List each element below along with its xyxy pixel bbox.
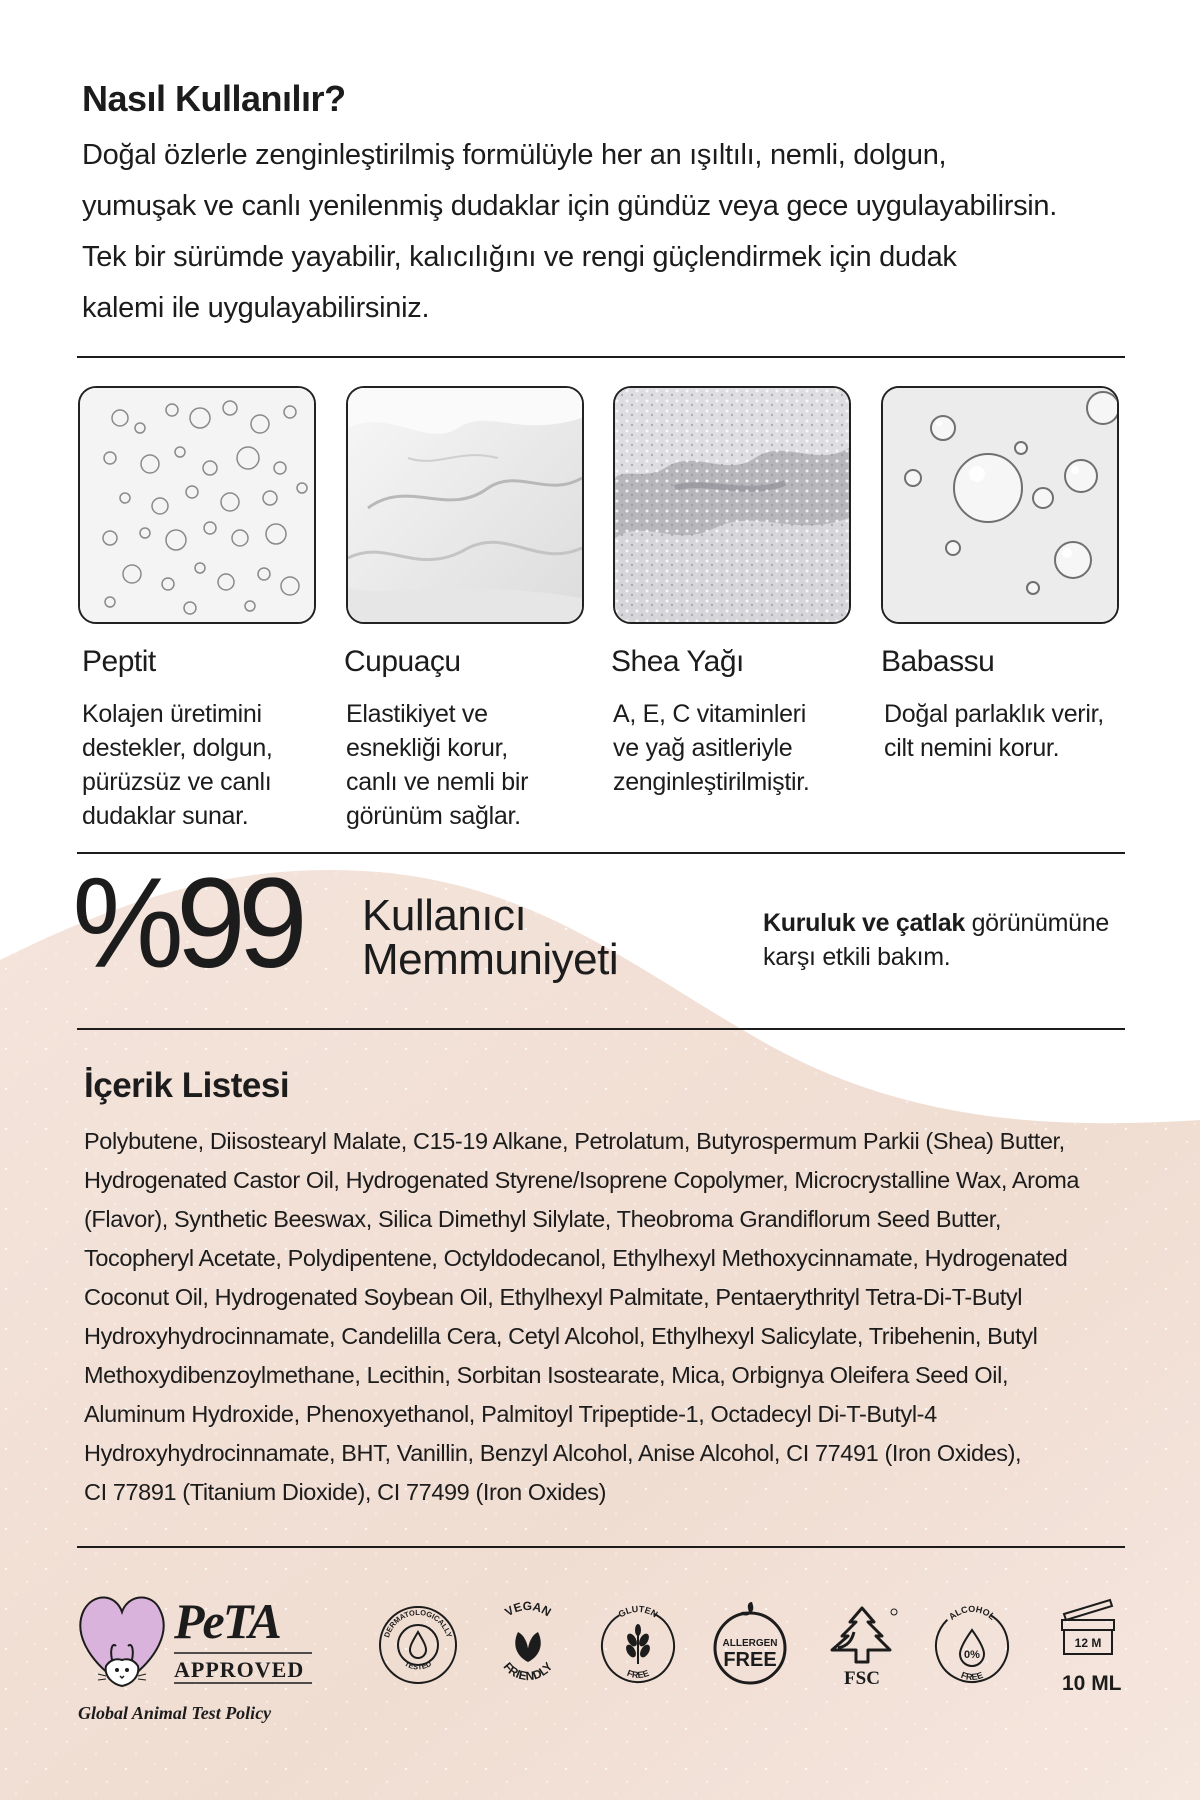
alcohol-bottom-text: FREE xyxy=(959,1669,985,1683)
divider xyxy=(77,1028,1125,1030)
list-line: Hydroxyhydrocinnamate, Candelilla Cera, Cetyl Alcohol, Ethylhexyl Salicylate, Tribehenin, Butyl xyxy=(84,1323,1038,1349)
how-to-line: yumuşak ve canlı yenilenmiş dudaklar için gündüz veya gece uygulayabilirsin. xyxy=(82,190,1058,222)
list-line: Hydrogenated Castor Oil, Hydrogenated Styrene/Isoprene Copolymer, Microcrystalline Wax, Aroma xyxy=(84,1167,1080,1193)
fsc-label: FSC xyxy=(844,1668,880,1689)
gluten-bottom-text: FREE xyxy=(625,1667,651,1681)
derm-top-text: DERMATOLOGICALLY xyxy=(382,1607,454,1639)
satisfaction-label xyxy=(362,891,619,984)
divider xyxy=(77,1546,1125,1548)
desc-line: Doğal parlaklık verir, xyxy=(884,700,1104,728)
how-to-text xyxy=(82,130,1142,334)
desc-line: görünüm sağlar. xyxy=(346,802,521,830)
peta-approved-logo xyxy=(76,1580,316,1730)
dermatologically-tested-icon xyxy=(376,1600,460,1690)
svg-text:FREE xyxy=(626,1668,651,1680)
peta-approved: APPROVED xyxy=(174,1657,305,1682)
how-to-title: Nasıl Kullanılır? xyxy=(82,78,346,119)
svg-text:ALCOHOL xyxy=(947,1604,998,1622)
ingredient-description xyxy=(884,697,1174,765)
ingredient-description xyxy=(82,697,322,833)
vegan-bottom-text: FRIENDLY xyxy=(500,1659,556,1684)
desc-line: Kolajen üretimini xyxy=(82,700,262,728)
list-line: Aluminum Hydroxide, Phenoxyethanol, Palmitoyl Tripeptide-1, Octadecyl Di-T-Butyl-4 xyxy=(84,1401,937,1427)
bubbles-small-image xyxy=(78,386,316,624)
list-line: Tocopheryl Acetate, Polydipentene, Octyldodecanol, Ethylhexyl Methoxycinnamate, Hydrogenated xyxy=(84,1245,1068,1271)
ingredient-list-text xyxy=(84,1122,1144,1512)
list-line: CI 77891 (Titanium Dioxide), CI 77499 (Iron Oxides) xyxy=(84,1479,607,1505)
list-line: Coconut Oil, Hydrogenated Soybean Oil, Ethylhexyl Palmitate, Pentaerythrityl Tetra-Di-T-Butyl xyxy=(84,1284,1023,1310)
desc-line: pürüzsüz ve canlı xyxy=(82,768,272,796)
side-line xyxy=(763,906,1163,940)
ingredient-name: Cupuaçu xyxy=(344,645,461,678)
gluten-top-text: GLUTEN xyxy=(616,1603,660,1620)
how-to-line: Doğal özlerle zenginleştirilmiş formülüyle her an ışıltılı, nemli, dolgun, xyxy=(82,139,947,171)
peta-policy: Global Animal Test Policy xyxy=(78,1703,272,1723)
derm-bottom-text: TESTED xyxy=(403,1658,433,1672)
svg-text:TESTED xyxy=(403,1659,433,1672)
side-bold: Kuruluk ve çatlak xyxy=(763,909,965,937)
ingredient-name: Shea Yağı xyxy=(611,645,744,678)
cream-texture-image xyxy=(346,386,584,624)
list-line: Hydroxyhydrocinnamate, BHT, Vanillin, Benzyl Alcohol, Anise Alcohol, CI 77491 (Iron Oxides), xyxy=(84,1440,1022,1466)
period-after-opening-icon xyxy=(1056,1594,1120,1664)
ingredient-list-title: İçerik Listesi xyxy=(84,1066,290,1105)
label-line: Kullanıcı xyxy=(362,891,527,940)
svg-text:GLUTEN xyxy=(617,1604,660,1620)
ingredient-description xyxy=(613,697,853,799)
desc-line: Elastikiyet ve xyxy=(346,700,488,728)
desc-line: A, E, C vitaminleri xyxy=(613,700,806,728)
desc-line: cilt nemini korur. xyxy=(884,734,1060,762)
side-line: karşı etkili bakım. xyxy=(763,943,951,971)
divider xyxy=(77,356,1125,358)
shea-butter-texture-image xyxy=(613,386,851,624)
peta-wordmark: PeTA xyxy=(174,1593,280,1649)
ingredient-name: Babassu xyxy=(881,645,995,678)
alcohol-free-icon xyxy=(930,1600,1014,1690)
oil-bubbles-image xyxy=(881,386,1119,624)
allergen-line2: FREE xyxy=(723,1649,777,1671)
list-line: Polybutene, Diisostearyl Malate, C15-19 Alkane, Petrolatum, Butyrospermum Parkii (Shea) Butter, xyxy=(84,1128,1065,1154)
desc-line: destekler, dolgun, xyxy=(82,734,273,762)
alcohol-top-text: ALCOHOL xyxy=(946,1603,998,1622)
svg-text:VEGAN xyxy=(502,1600,553,1619)
satisfaction-percentage: %99 xyxy=(72,852,300,995)
alcohol-center-text: 0% xyxy=(964,1649,980,1661)
svg-text:FREE xyxy=(960,1670,985,1682)
svg-text:DERMATOLOGICALLY xyxy=(382,1608,454,1639)
allergen-line1: ALLERGEN xyxy=(722,1638,778,1649)
desc-line: zenginleştirilmiştir. xyxy=(613,768,810,796)
ingredient-name: Peptit xyxy=(82,645,156,678)
vegan-friendly-icon xyxy=(486,1600,570,1690)
list-line: Methoxydibenzoylmethane, Lecithin, Sorbitan Isostearate, Mica, Orbignya Oleifera Seed Oil, xyxy=(84,1362,1009,1388)
ingredient-description xyxy=(346,697,586,833)
volume-label: 10 ML xyxy=(1062,1672,1122,1695)
desc-line: ve yağ asitleriyle xyxy=(613,734,793,762)
svg-text:FRIENDLY xyxy=(501,1660,556,1684)
desc-line: canlı ve nemli bir xyxy=(346,768,529,796)
list-line: (Flavor), Synthetic Beeswax, Silica Dimethyl Silylate, Theobroma Grandiflorum Seed Butter, xyxy=(84,1206,1002,1232)
allergen-free-icon xyxy=(708,1600,792,1690)
desc-line: dudaklar sunar. xyxy=(82,802,249,830)
pao-months: 12 M xyxy=(1074,1636,1102,1650)
how-to-line: Tek bir sürümde yayabilir, kalıcılığını ve rengi güçlendirmek için dudak xyxy=(82,241,957,273)
fsc-icon xyxy=(818,1600,902,1690)
stat-side-text xyxy=(763,906,1163,974)
how-to-line: kalemi ile uygulayabilirsiniz. xyxy=(82,292,430,324)
desc-line: esnekliği korur, xyxy=(346,734,508,762)
vegan-top-text: VEGAN xyxy=(502,1600,554,1620)
side-rest: görünümüne xyxy=(964,909,1109,937)
label-line: Memmuniyeti xyxy=(362,935,619,984)
gluten-free-icon xyxy=(596,1600,680,1690)
